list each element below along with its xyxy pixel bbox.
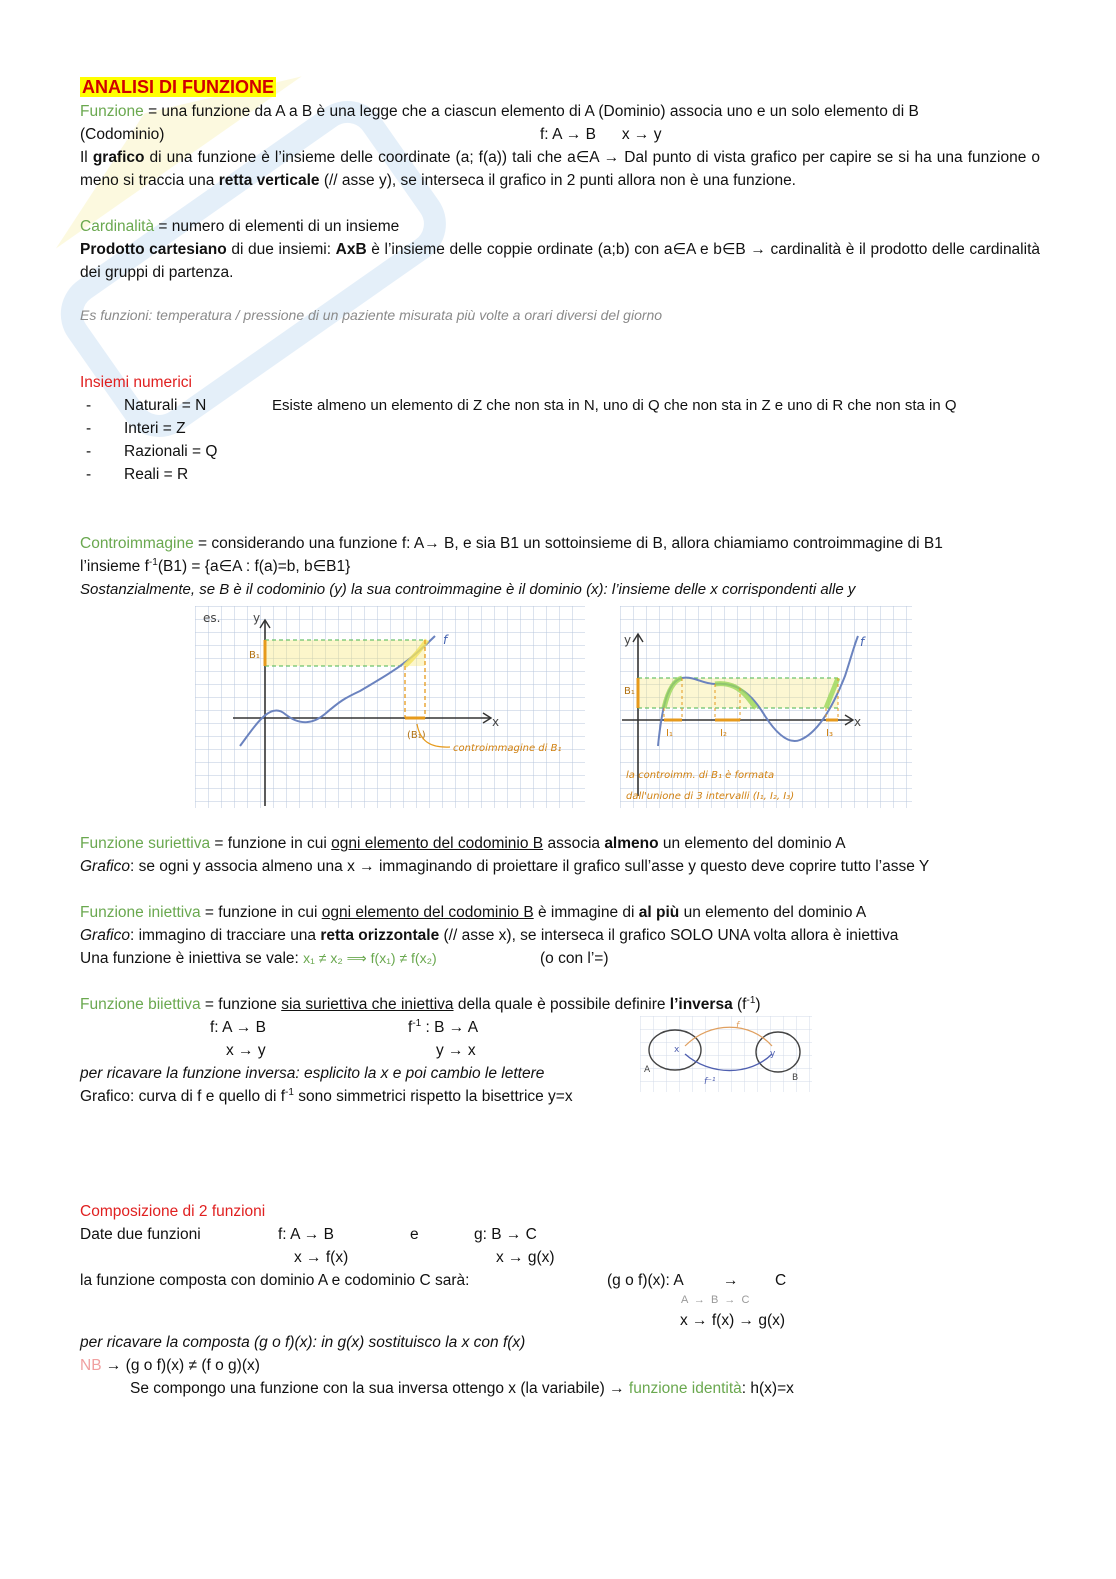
gof-c: C <box>775 1272 787 1289</box>
f-xy: x → y <box>226 1042 266 1059</box>
suriettiva-def-2: associa <box>543 835 605 852</box>
controimmagine-set <box>80 555 1040 578</box>
composizione-heading: Composizione di 2 funzioni <box>80 1203 266 1220</box>
iniettiva-grafico-1: : immagino di tracciare una <box>129 927 321 944</box>
es-label: es. <box>203 611 221 625</box>
figure2-caption-1: la controimm. di B₁ è formata <box>626 770 775 781</box>
nb-text: → (g o f)(x) ≠ (f o g)(x) <box>101 1357 260 1374</box>
gof-arrow: → <box>723 1272 739 1289</box>
prodotto-cartesiano-paragraph <box>80 238 1040 284</box>
controimmagine-def: = considerando una funzione f: A→ B, e sia B1 un sottoinsieme di B, allora chiamiamo controimmagine di B1 <box>193 535 943 552</box>
b1-preimage-label: (B₁) <box>407 730 426 741</box>
y-label: y <box>253 611 261 625</box>
set-b-label: B <box>792 1073 799 1083</box>
funzione-definition <box>80 100 1040 123</box>
inversa-bold: l’inversa <box>669 996 733 1013</box>
comp-f-map: f: A → B <box>278 1226 334 1243</box>
biiettiva-term: Funzione biiettiva <box>80 996 201 1013</box>
biiettiva-definition <box>80 993 1040 1016</box>
biiettiva-def-3a: (f <box>732 996 747 1013</box>
controimmagine-caption: controimmagine di B₁ <box>453 743 562 754</box>
insiemi-heading: Insiemi numerici <box>80 374 192 391</box>
funzione-codominio: (Codominio) <box>80 126 165 143</box>
biiettiva-figure <box>640 1016 812 1092</box>
controimmagine-term: Controimmagine <box>80 535 194 552</box>
iniettiva-condition <box>80 947 1040 970</box>
f-label: f <box>443 633 448 647</box>
prod-text-2: è l’insieme delle coppie ordinate (a;b) con a∈A e b∈B → cardinalità è il prodotto delle cardinalità dei gruppi di partenza. <box>80 241 1040 281</box>
list-item: - Interi = Z <box>86 420 186 437</box>
grafico-bold: grafico <box>92 149 145 166</box>
finv-map <box>408 1016 478 1039</box>
abc-chain: A → B → C <box>681 1294 750 1306</box>
document-page <box>80 76 1040 601</box>
insiemi-list <box>80 394 1040 486</box>
iniettiva-underline: ogni elemento del codominio B <box>321 904 534 921</box>
biiettiva-grafico-b: sono simmetrici rispetto la bisettrice y=x <box>293 1088 573 1105</box>
list-item: - Razionali = Q <box>86 443 218 460</box>
suriettiva-def-1: = funzione in cui <box>210 835 332 852</box>
grafico-text-1: Il <box>80 149 93 166</box>
figure2-caption-2: dall'unione di 3 intervalli (I₁, I₂, I₃) <box>626 791 795 802</box>
document-title: ANALISI DI FUNZIONE <box>82 77 274 97</box>
controimmagine-definition <box>80 532 1040 555</box>
b1-label: B₁ <box>249 650 260 661</box>
gof-a: (g o f)(x): A <box>607 1272 684 1289</box>
list-item: - Reali = R <box>86 466 189 483</box>
iniettiva-cond-text: Una funzione è iniettiva se vale: <box>80 950 304 967</box>
b1-label: B₁ <box>624 686 635 697</box>
biiettiva-def-3b: ) <box>755 996 761 1013</box>
axb-bold: AxB <box>335 241 367 258</box>
x-label: x <box>492 715 500 729</box>
identita-line <box>80 1377 1040 1400</box>
date-due-funzioni: Date due funzioni <box>80 1226 201 1243</box>
f-label: f <box>860 635 865 649</box>
controimmagine-set-b: (B1) = {a∈A : f(a)=b, b∈B1} <box>157 558 351 575</box>
insieme-interi: Interi = Z <box>124 420 186 437</box>
suriettiva-definition <box>80 832 1040 855</box>
biiettiva-maps <box>80 1016 1040 1062</box>
al-piu-bold: al più <box>638 904 680 921</box>
finv-sup: -1 <box>412 1017 422 1029</box>
almeno-bold: almeno <box>604 835 659 852</box>
finv-f: f <box>408 1019 413 1036</box>
finv-arrow-label: f⁻¹ <box>704 1077 716 1087</box>
nb-label: NB <box>80 1357 102 1374</box>
identita-text-2: : h(x)=x <box>741 1380 794 1397</box>
grafico-text-2: di una funzione è l’insieme delle coordinate (a; f(a)) tali che a∈A → Dal punto di vista grafico per capire se si ha una funzione o meno si traccia una <box>80 149 1040 189</box>
retta-verticale-bold: retta verticale <box>218 172 320 189</box>
funzione-codominio-line <box>80 123 1040 146</box>
biiettiva-def-2: della quale è possibile definire <box>453 996 670 1013</box>
insieme-reali: Reali = R <box>124 466 189 483</box>
f-map: f: A → B <box>210 1019 266 1036</box>
cardinalita-term: Cardinalità <box>80 218 155 235</box>
comp-g-map: g: B → C <box>474 1226 537 1243</box>
x-point: x <box>674 1045 680 1055</box>
comp-g-x: x → g(x) <box>496 1249 555 1266</box>
iniettiva-def-3: un elemento del dominio A <box>679 904 867 921</box>
suriettiva-grafico-label: Grafico <box>80 858 130 875</box>
funzione-term: Funzione <box>80 103 144 120</box>
suriettiva-underline: ogni elemento del codominio B <box>331 835 544 852</box>
controimmagine-set-a: l’insieme f <box>80 558 149 575</box>
biiettiva-underline: sia suriettiva che iniettiva <box>281 996 454 1013</box>
iniettiva-grafico <box>80 924 1040 947</box>
biiettiva-grafico-sup: -1 <box>285 1086 294 1098</box>
document-page-lower <box>80 832 1040 1400</box>
comp-e: e <box>410 1226 419 1243</box>
iniettiva-def-1: = funzione in cui <box>200 904 322 921</box>
y-label: y <box>624 633 632 647</box>
document-title-line <box>80 76 1040 100</box>
i2-label: I₂ <box>720 728 727 739</box>
suriettiva-def-3: un elemento del dominio A <box>658 835 846 852</box>
retta-orizzontale-bold: retta orizzontale <box>320 927 440 944</box>
finv-rest: : B → A <box>421 1019 479 1036</box>
iniettiva-grafico-2: (// asse x), se interseca il grafico SOLO UNA volta allora è iniettiva <box>439 927 899 944</box>
nb-line <box>80 1354 1040 1377</box>
biiettiva-def-1: = funzione <box>200 996 282 1013</box>
biiettiva-ricavare: per ricavare la funzione inversa: esplicito la x e poi cambio le lettere <box>80 1065 545 1082</box>
grafico-paragraph <box>80 146 1040 192</box>
i1-label: I₁ <box>666 728 673 739</box>
i3-label: I₃ <box>826 728 833 739</box>
composta-text: la funzione composta con dominio A e codominio C sarà: <box>80 1272 470 1289</box>
set-a-label: A <box>644 1065 651 1075</box>
insieme-naturali: Naturali = N <box>124 397 207 414</box>
composta-ricavare: per ricavare la composta (g o f)(x): in g(x) sostituisco la x con f(x) <box>80 1334 526 1351</box>
x-fx-gx-chain: x → f(x) → g(x) <box>680 1312 786 1329</box>
funzione-notation: f: A → B x → y <box>540 126 662 143</box>
iniettiva-cond-note: (o con l’=) <box>540 950 609 967</box>
comp-f-x: x → f(x) <box>294 1249 349 1266</box>
biiettiva-grafico-a: Grafico: curva di f e quello di f <box>80 1088 286 1105</box>
biiettiva-sup: -1 <box>746 994 756 1006</box>
suriettiva-grafico-text: : se ogni y associa almeno una x → immaginando di proiettare il grafico sull’asse y questo deve coprire tutto l’asse Y <box>129 858 930 875</box>
identita-text-1: Se compongo una funzione con la sua inversa ottengo x (la variabile) → <box>130 1380 629 1397</box>
iniettiva-def-2: è immagine di <box>533 904 639 921</box>
grid-paper <box>195 606 585 808</box>
iniettiva-term: Funzione iniettiva <box>80 904 201 921</box>
list-item: - Naturali = N <box>86 397 207 414</box>
suriettiva-term: Funzione suriettiva <box>80 835 211 852</box>
iniettiva-cond-formula: x₁ ≠ x₂ ⟹ f(x₁) ≠ f(x₂) <box>303 950 437 966</box>
biiettiva-grafico <box>80 1085 1040 1108</box>
funzione-identita-term: funzione identità <box>628 1380 742 1397</box>
composta-line <box>80 1269 1040 1331</box>
example-note: Es funzioni: temperatura / pressione di un paziente misurata più volte a orari diversi del giorno <box>80 307 663 323</box>
f-arrow-label: f <box>736 1021 740 1031</box>
y-point: y <box>770 1049 776 1059</box>
controimmagine-figure-1 <box>195 606 585 808</box>
controimmagine-figure-2 <box>620 606 912 808</box>
composizione-date <box>80 1223 1040 1269</box>
iniettiva-definition <box>80 901 1040 924</box>
funzione-def: = una funzione da A a B è una legge che a ciascun elemento di A (Dominio) associa uno e un solo elemento di B <box>143 103 919 120</box>
finv-xy: y → x <box>436 1042 476 1059</box>
iniettiva-grafico-label: Grafico <box>80 927 130 944</box>
cardinalita-line <box>80 215 1040 238</box>
suriettiva-grafico <box>80 855 1040 878</box>
controimmagine-sup: -1 <box>148 556 158 568</box>
prod-text-1: di due insiemi: <box>226 241 336 258</box>
cardinalita-def: = numero di elementi di un insieme <box>154 218 400 235</box>
controimmagine-note: Sostanzialmente, se B è il codominio (y) la sua controimmagine è il dominio (x): l’insieme delle x corrispondenti alle y <box>80 581 856 598</box>
prodotto-cartesiano-term: Prodotto cartesiano <box>80 241 227 258</box>
insieme-razionali: Razionali = Q <box>124 443 218 460</box>
x-label: x <box>854 715 862 729</box>
grafico-text-3: (// asse y), se interseca il grafico in 2 punti allora non è una funzione. <box>319 172 796 189</box>
insiemi-note: Esiste almeno un elemento di Z che non sta in N, uno di Q che non sta in Z e uno di R che non sta in Q <box>272 397 957 414</box>
